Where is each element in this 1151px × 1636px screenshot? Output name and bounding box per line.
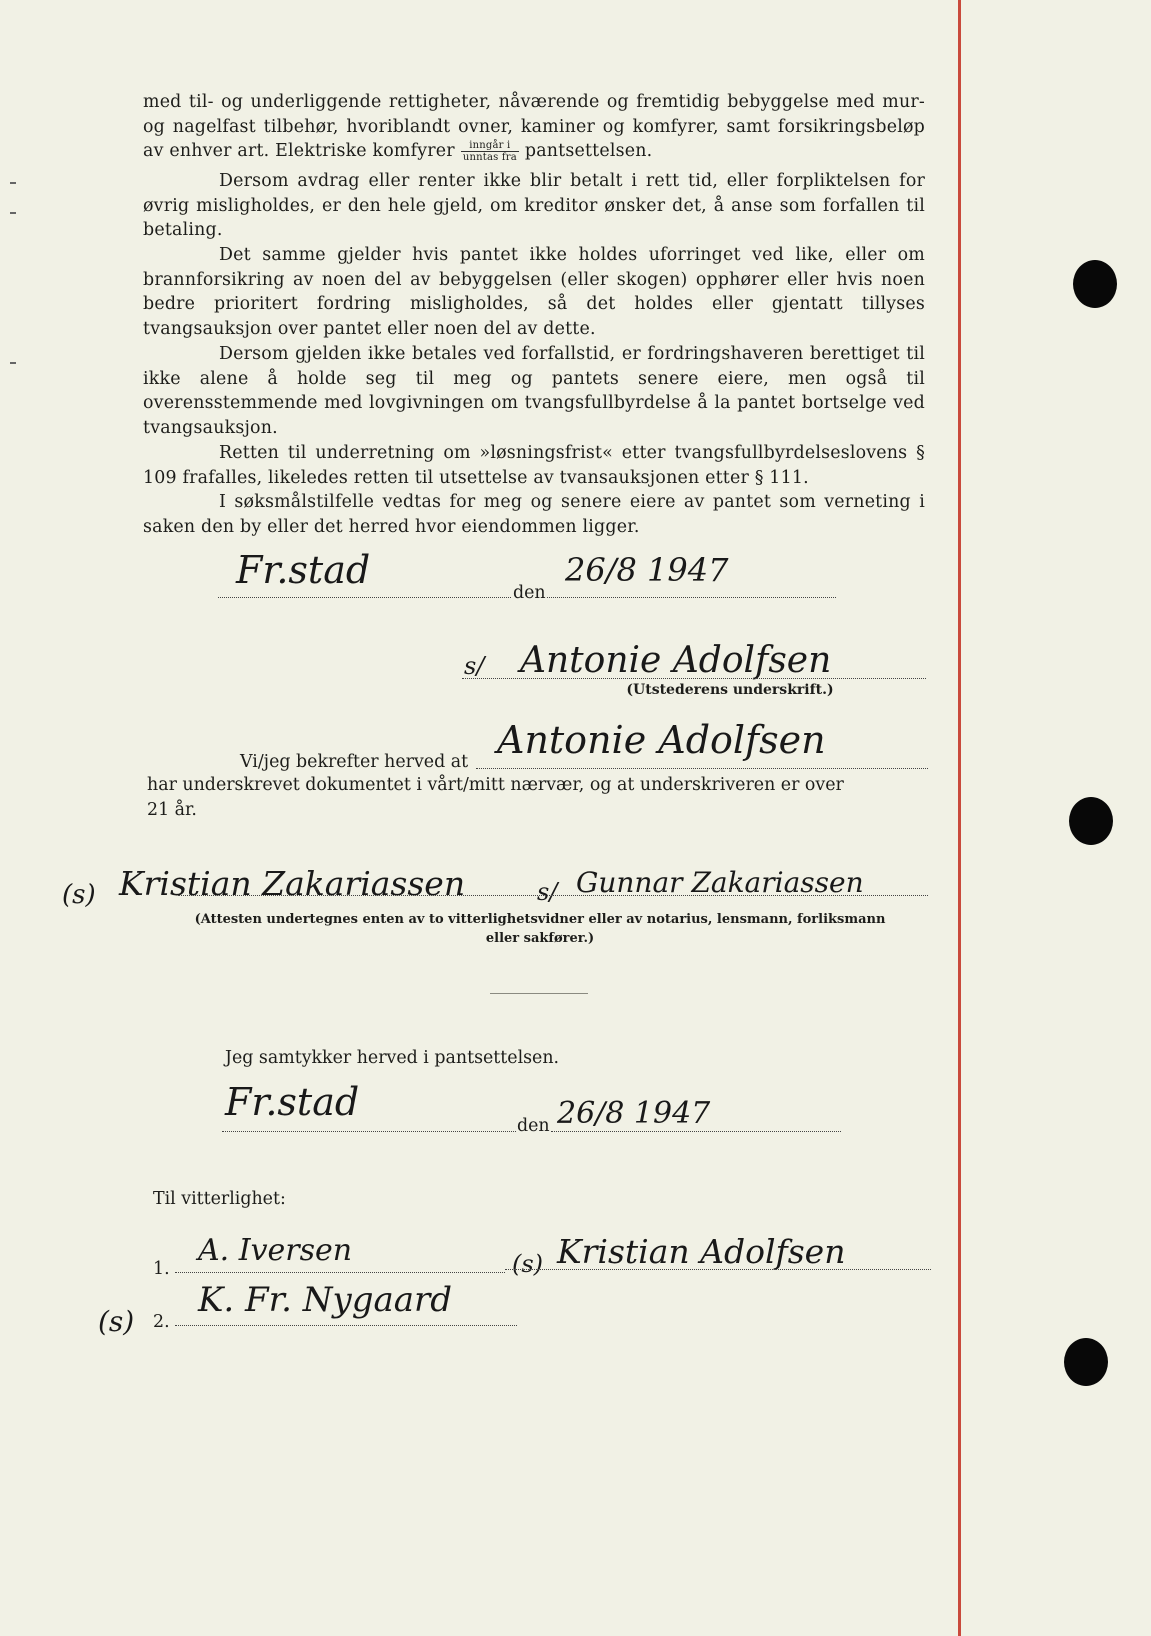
- consent-text: Jeg samtykker herved i pantsettelsen.: [225, 1048, 560, 1068]
- right-signature-line: [505, 1269, 931, 1270]
- witness-number-1: 1.: [153, 1259, 170, 1279]
- witness-1-signature: Kristian Zakariassen: [119, 864, 466, 903]
- consent-place-line: [222, 1131, 516, 1132]
- separator: [490, 993, 588, 994]
- witness-2-prefix: s/: [537, 878, 558, 906]
- witness-note-1: (Attesten undertegnes enten av to vitterlighetsvidner eller av notarius, lensmann, forliksmann: [194, 912, 886, 927]
- edge-mark: [10, 212, 16, 214]
- vitterlighet-label: Til vitterlighet:: [153, 1189, 286, 1209]
- paragraph-1: [143, 90, 925, 164]
- place-line: [218, 597, 511, 598]
- punch-hole: [1064, 1338, 1108, 1386]
- consent-date-handwritten: 26/8 1947: [557, 1096, 711, 1131]
- confirm-lead: Vi/jeg bekrefter herved at: [240, 752, 469, 772]
- paragraph-3: Det samme gjelder hvis pantet ikke holdes uforringet ved like, eller om brannforsikring av noen del av bebyggelsen (eller skogen) opphører eller hvis noen bedre prioritert fordring misligholdes, så det holdes eller gjentatt tillyses tvangsauksjon over pantet eller noen del av dette.: [143, 245, 925, 339]
- paragraph-6: I søksmålstilfelle vedtas for meg og senere eiere av pantet som verneting i saken den by eller det herred hvor eiendommen ligger.: [143, 492, 925, 537]
- witness-number-1-signature: A. Iversen: [198, 1233, 353, 1268]
- date-line: [547, 597, 836, 598]
- confirm-line-3: 21 år.: [147, 800, 197, 820]
- signature-line: [462, 678, 926, 679]
- witness-number-2-line: [175, 1325, 517, 1326]
- issuer-signature: Antonie Adolfsen: [520, 640, 832, 681]
- paragraph-2: Dersom avdrag eller renter ikke blir betalt i rett tid, eller forpliktelsen for øvrig misligholdes, er den hele gjeld, om kreditor ønsker det, å anse som forfallen til betaling.: [143, 171, 925, 241]
- witness-2-signature: Gunnar Zakariassen: [576, 866, 864, 899]
- consent-place-handwritten: Fr.stad: [225, 1080, 360, 1124]
- consent-den-label: den: [517, 1116, 550, 1136]
- witness-1-prefix: (s): [62, 880, 96, 910]
- witness-number-2-signature: K. Fr. Nygaard: [198, 1280, 453, 1320]
- edge-mark: [10, 182, 16, 184]
- confirm-name-handwritten: Antonie Adolfsen: [497, 718, 826, 762]
- paragraph-1-end: pantsettelsen.: [524, 141, 653, 162]
- edge-mark: [10, 362, 16, 364]
- paragraph-5: Retten til underretning om »løsningsfrist« etter tvangsfullbyrdelseslovens § 109 frafalles, likeledes retten til utsettelse av tvansauksjonen etter § 111.: [143, 443, 925, 488]
- issuer-caption: (Utstederens underskrift.): [626, 682, 834, 698]
- place-handwritten: Fr.stad: [236, 548, 371, 592]
- paragraph-1-text: med til- og underliggende rettigheter, nåværende og fremtidig bebyggelse med mur- og nagelfast tilbehør, hvoriblandt ovner, kaminer og komfyrer, samt forsikringsbeløp av enhver art. Elektriske komfyrer: [143, 92, 925, 162]
- right-signature: Kristian Adolfsen: [557, 1232, 846, 1271]
- right-signature-prefix: (s): [512, 1250, 544, 1278]
- issuer-prefix: s/: [464, 652, 485, 680]
- witness-note-2: eller sakfører.): [485, 931, 595, 946]
- fraction-bottom: unntas fra: [462, 152, 517, 164]
- margin-prefix: (s): [98, 1305, 135, 1338]
- date-handwritten: 26/8 1947: [565, 551, 729, 589]
- witness-line: [178, 895, 928, 896]
- fraction-top: inngår i: [461, 140, 519, 152]
- den-label: den: [513, 583, 546, 603]
- punch-hole: [1069, 797, 1113, 845]
- witness-number-1-line: [175, 1272, 505, 1273]
- consent-date-line: [551, 1131, 841, 1132]
- paragraph-4: Dersom gjelden ikke betales ved forfallstid, er fordringshaveren berettiget til ikke alene å holde seg til meg og pantets senere eiere, men også til overensstemmende med lovgivningen om tvangsfullbyrdelse å la pantet bortselge ved tvangsauksjon.: [143, 344, 925, 438]
- confirm-line-2: har underskrevet dokumentet i vårt/mitt nærvær, og at underskriveren er over: [147, 775, 844, 795]
- fraction-choice: [461, 140, 519, 163]
- confirm-name-line: [476, 768, 928, 769]
- red-margin-line: [958, 0, 961, 1636]
- punch-hole: [1073, 260, 1117, 308]
- witness-number-2: 2.: [153, 1312, 170, 1332]
